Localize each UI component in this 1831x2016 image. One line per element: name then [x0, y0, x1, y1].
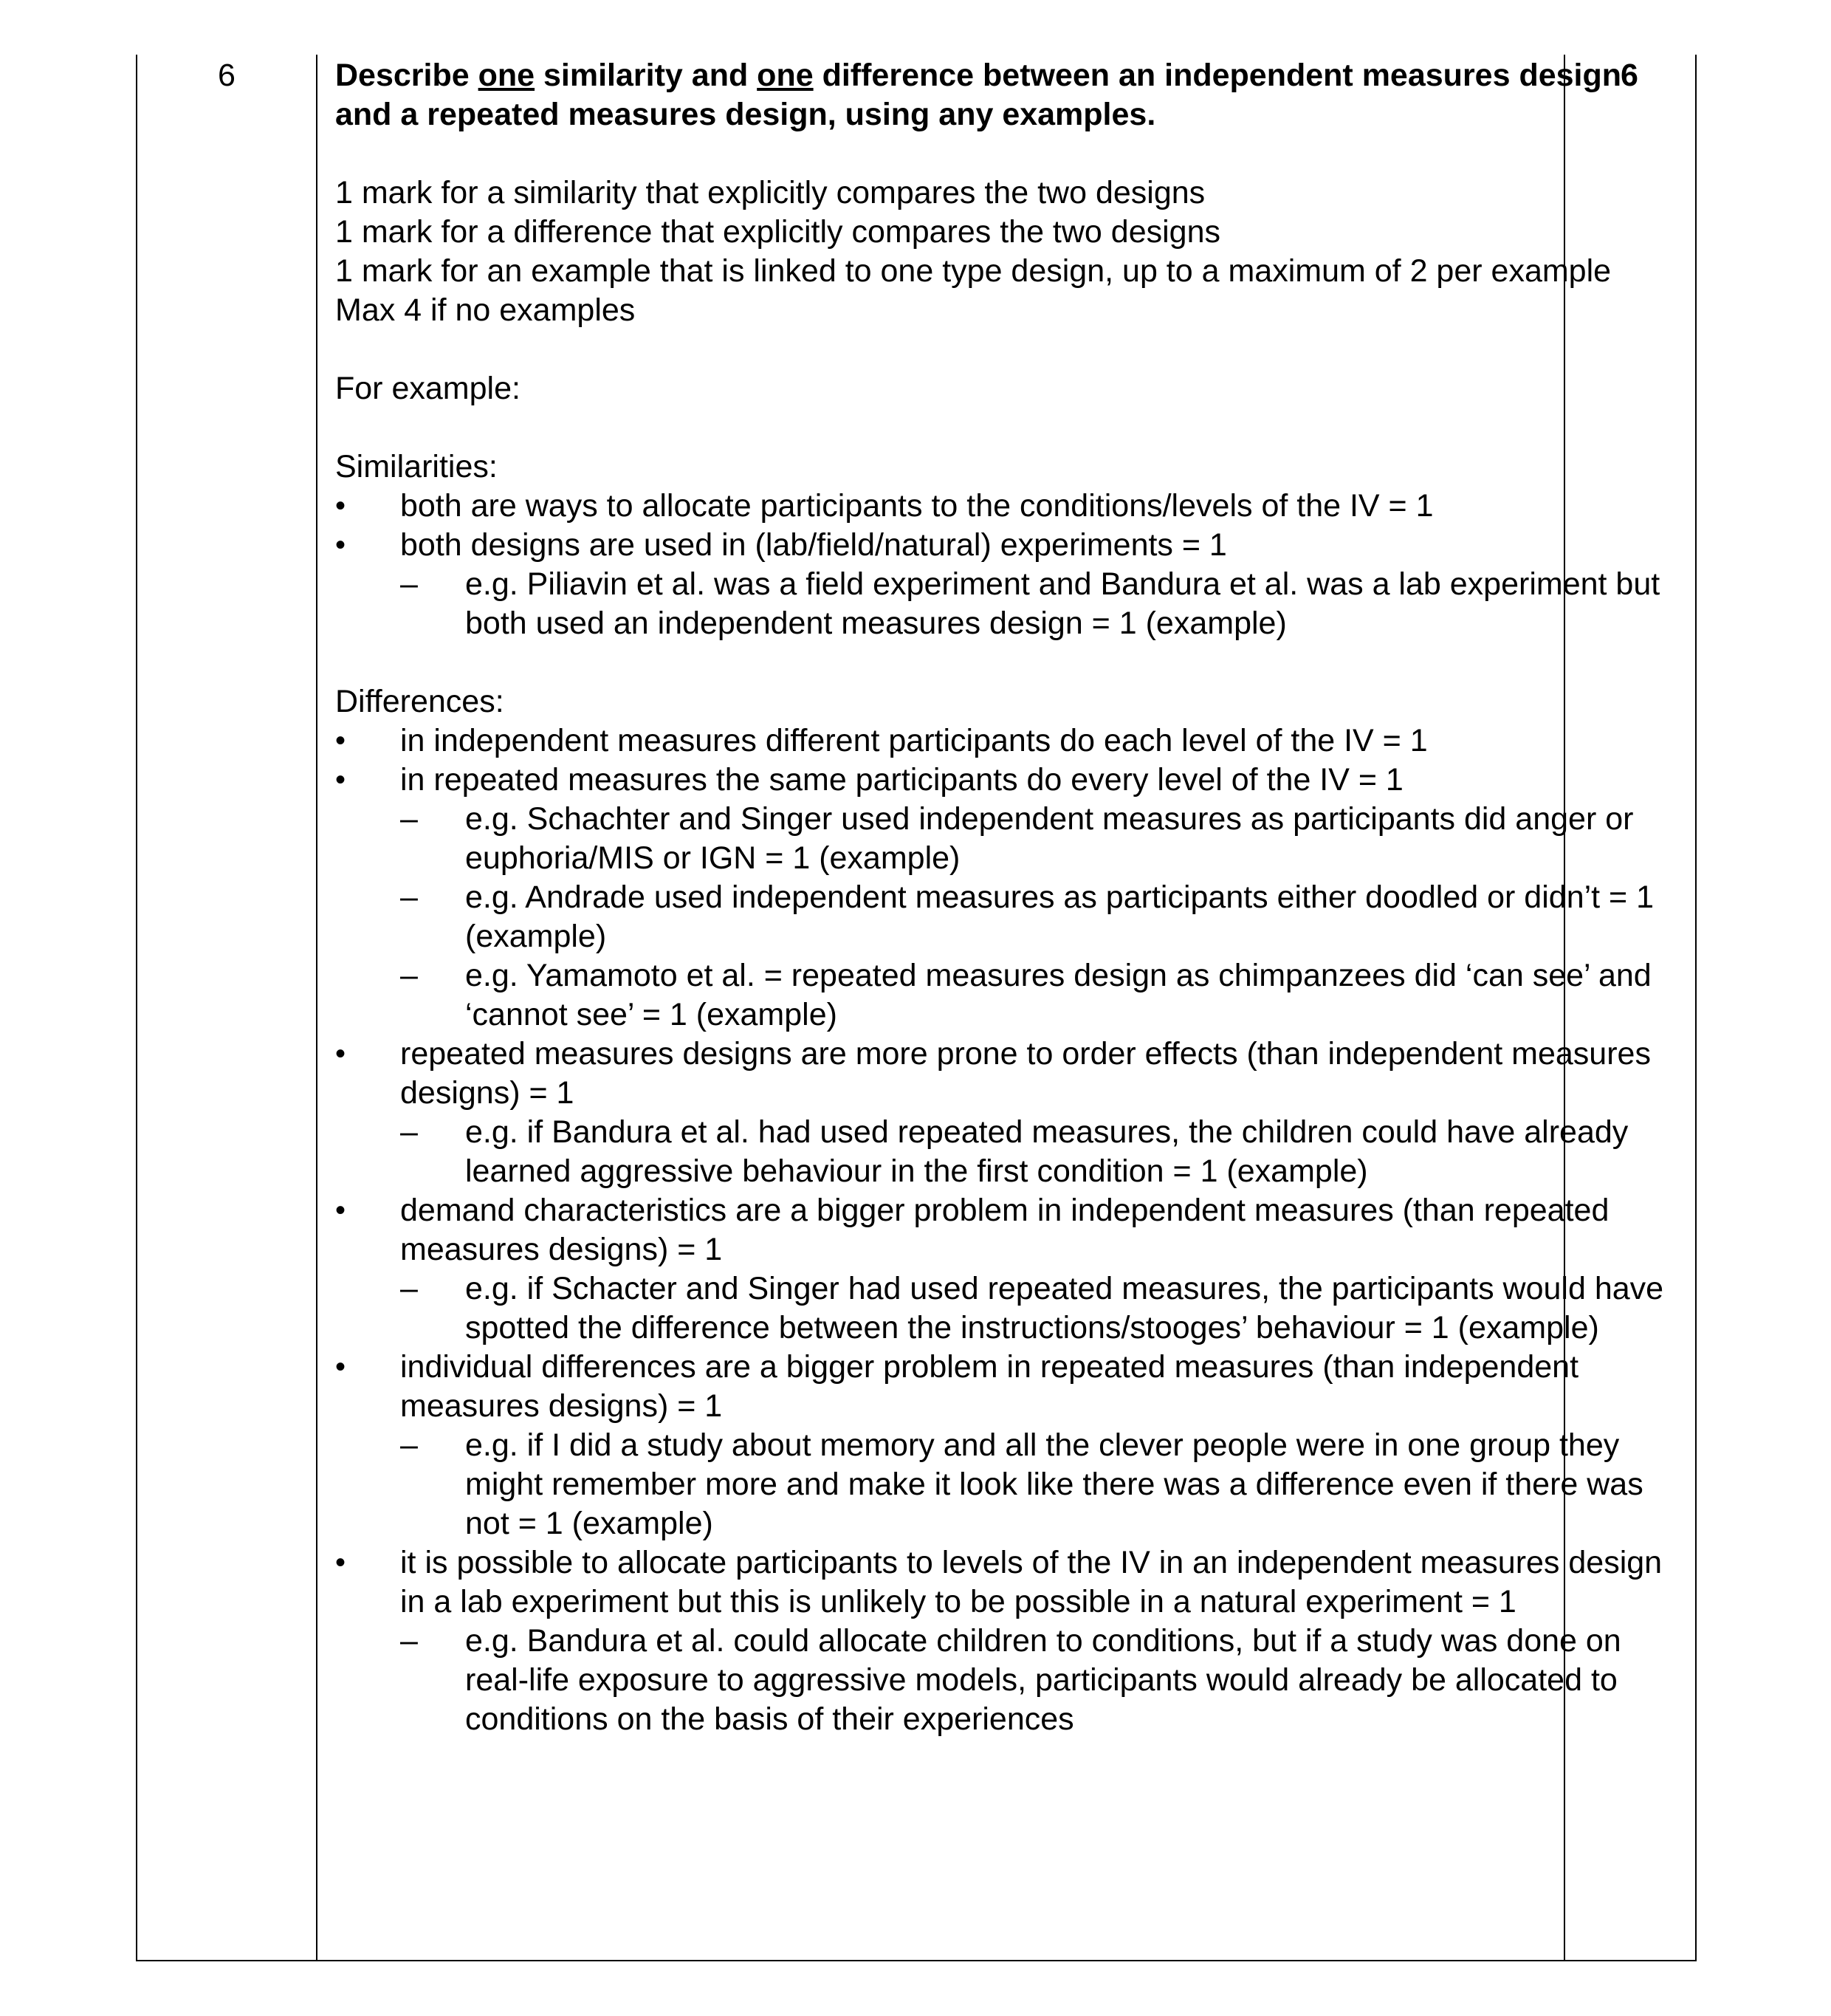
dash-icon: –: [400, 1114, 418, 1150]
example-item: – e.g. Bandura et al. could allocate children to conditions, but if a study was done on real-life exposure to aggressive models, participants would already be allocated to conditions on the basis of their experiences: [400, 1623, 1621, 1737]
criteria-line: 1 mark for a similarity that explicitly compares the two designs: [335, 175, 1206, 210]
bullet-icon: •: [335, 1351, 346, 1383]
list-item: • in repeated measures the same participants do every level of the IV = 1: [335, 761, 1672, 800]
example-item: – e.g. if I did a study about memory and all the clever people were in one group they might remember more and make it look like there was a difference even if there was not = 1 (example): [400, 1427, 1643, 1541]
dash-icon: –: [400, 880, 418, 915]
list-item: • demand characteristics are a bigger problem in independent measures (than repeated measures designs) = 1: [335, 1193, 1610, 1267]
bullet-icon: •: [335, 764, 346, 796]
example-item: – e.g. Yamamoto et al. = repeated measures design as chimpanzees did ‘can see’ and ‘cannot see’ = 1 (example): [400, 958, 1652, 1032]
list-item: • it is possible to allocate participants to levels of the IV in an independent measures design in a lab experiment but this is unlikely to be possible in a natural experiment = 1: [335, 1545, 1663, 1619]
marks-value: 6: [1621, 58, 1638, 93]
dash-icon: –: [400, 1623, 418, 1659]
example-item: – e.g. if Schacter and Singer had used repeated measures, the participants would have spotted the difference between the instructions/stooges’ behaviour = 1 (example): [400, 1271, 1664, 1345]
example-item: – e.g. Piliavin et al. was a field experiment and Bandura et al. was a lab experiment but both used an independent measures design = 1 (example): [400, 566, 1660, 641]
for-example-label: For example:: [335, 371, 521, 406]
criteria-line: 1 mark for a difference that explicitly compares the two designs: [335, 214, 1221, 250]
differences-heading: Differences:: [335, 684, 504, 719]
dash-icon: –: [400, 566, 418, 602]
list-item: • repeated measures designs are more prone to order effects (than independent measures designs) = 1: [335, 1036, 1651, 1111]
bullet-icon: •: [335, 529, 346, 561]
criteria-line: 1 mark for an example that is linked to one type design, up to a maximum of 2 per example: [335, 253, 1612, 289]
bullet-icon: •: [335, 490, 346, 522]
example-item: – e.g. if Bandura et al. had used repeated measures, the children could have already learned aggressive behaviour in the first condition = 1 (example): [400, 1114, 1629, 1189]
answer-cell: [335, 56, 1672, 1739]
mark-scheme-table: [136, 55, 1697, 1961]
bullet-icon: •: [335, 724, 346, 757]
criteria-line: Max 4 if no examples: [335, 292, 636, 328]
dash-icon: –: [400, 958, 418, 993]
bullet-icon: •: [335, 1546, 346, 1579]
example-item: – e.g. Schachter and Singer used independent measures as participants did anger or euphoria/MIS or IGN = 1 (example): [400, 801, 1634, 876]
question-number: 6: [218, 58, 236, 93]
similarities-heading: Similarities:: [335, 449, 498, 484]
example-item: – e.g. Andrade used independent measures as participants either doodled or didn’t = 1 (example): [400, 880, 1655, 954]
dash-icon: –: [400, 1427, 418, 1463]
question-text: Describe one similarity and one difference between an independent measures design and a repeated measures design, using any examples.: [335, 58, 1622, 132]
bullet-icon: •: [335, 1038, 346, 1070]
bullet-icon: •: [335, 1194, 346, 1227]
list-item: • in independent measures different participants do each level of the IV = 1: [335, 721, 1672, 761]
list-item: • individual differences are a bigger problem in repeated measures (than independent measures designs) = 1: [335, 1349, 1579, 1424]
dash-icon: –: [400, 801, 418, 837]
list-item: • both are ways to allocate participants to the conditions/levels of the IV = 1: [335, 487, 1672, 526]
dash-icon: –: [400, 1271, 418, 1306]
column-divider: [316, 55, 317, 1960]
list-item: • both designs are used in (lab/field/natural) experiments = 1: [335, 526, 1672, 565]
